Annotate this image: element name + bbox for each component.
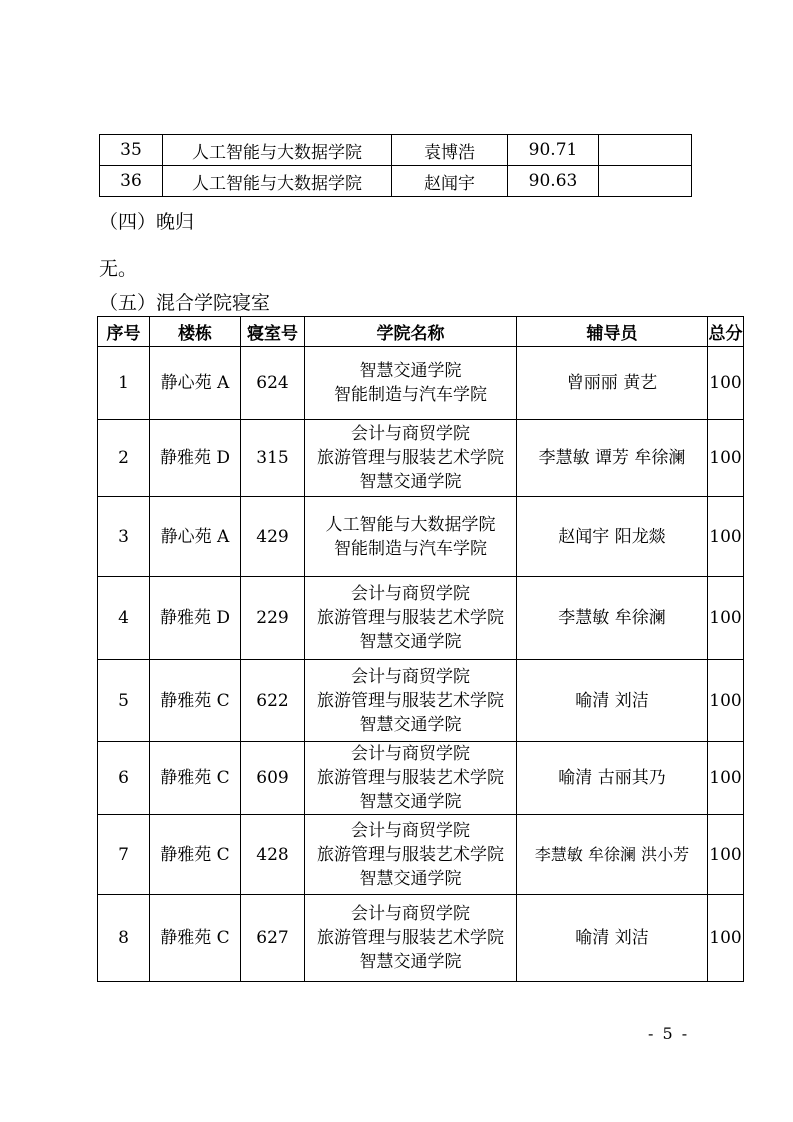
score: 100: [708, 660, 744, 742]
empty-cell: [599, 166, 692, 197]
row-number: 1: [98, 347, 150, 420]
counselor: 曾丽丽 黄艺: [517, 347, 708, 420]
college-name: 智慧交通学院: [359, 792, 462, 812]
room-number: 609: [241, 742, 305, 815]
room-number: 429: [241, 497, 305, 577]
room-number: 622: [241, 660, 305, 742]
row-number: 2: [98, 420, 150, 497]
college-name: 旅游管理与服装艺术学院: [317, 844, 504, 865]
college-names: [305, 420, 517, 497]
building: 静雅苑 C: [150, 895, 241, 982]
score-table-continued: [99, 134, 692, 197]
header-no: 序号: [98, 317, 150, 347]
section-text-none: 无。: [99, 258, 138, 280]
header-building: 楼栋: [150, 317, 241, 347]
college-name: 会计与商贸学院: [351, 744, 470, 764]
counselor: 李慧敏 牟徐澜 洪小芳: [517, 815, 708, 895]
empty-cell: [599, 135, 692, 166]
college-name: 旅游管理与服装艺术学院: [317, 448, 504, 468]
college-names: [305, 895, 517, 982]
college-name: 智能制造与汽车学院: [334, 538, 487, 559]
counselor: 李慧敏 谭芳 牟徐澜: [517, 420, 708, 497]
college-name: 智慧交通学院: [359, 472, 462, 492]
row-number: 4: [98, 577, 150, 660]
college-name: 旅游管理与服装艺术学院: [317, 768, 504, 788]
score: 100: [708, 742, 744, 815]
room-number: 428: [241, 815, 305, 895]
table-row: [98, 742, 744, 815]
counselor: 赵闻宇 阳龙燚: [517, 497, 708, 577]
score: 100: [708, 347, 744, 420]
room-number: 315: [241, 420, 305, 497]
building: 静雅苑 D: [150, 420, 241, 497]
row-number: 35: [100, 135, 163, 166]
table-row: [98, 660, 744, 742]
table-row: [98, 347, 744, 420]
college-names: [305, 815, 517, 895]
score: 100: [708, 497, 744, 577]
building: 静雅苑 D: [150, 577, 241, 660]
table-row: [98, 815, 744, 895]
college-names: [305, 660, 517, 742]
college-name: 智慧交通学院: [359, 868, 462, 889]
college-name: 智慧交通学院: [359, 714, 462, 735]
header-room: 寝室号: [241, 317, 305, 347]
score: 90.63: [508, 166, 599, 197]
table-row: [98, 577, 744, 660]
header-college: 学院名称: [305, 317, 517, 347]
college-name: 会计与商贸学院: [351, 666, 470, 687]
college-names: [305, 577, 517, 660]
row-number: 36: [100, 166, 163, 197]
section-heading-mixed-dorms: （五）混合学院寝室: [99, 292, 271, 314]
counselor: 喻清 古丽其乃: [517, 742, 708, 815]
table-row: [100, 135, 692, 166]
score: 100: [708, 420, 744, 497]
table-row: [98, 420, 744, 497]
student-name: 袁博浩: [392, 135, 508, 166]
room-number: 229: [241, 577, 305, 660]
score: 100: [708, 577, 744, 660]
header-score: 总分: [708, 317, 744, 347]
college-names: [305, 742, 517, 815]
college-name: 会计与商贸学院: [351, 584, 470, 604]
row-number: 6: [98, 742, 150, 815]
section-heading-late-return: （四）晚归: [99, 211, 195, 233]
table-header-row: [98, 317, 744, 347]
college-name: 旅游管理与服装艺术学院: [317, 928, 504, 948]
building: 静心苑 A: [150, 497, 241, 577]
college-name: 人工智能与大数据学院: [163, 166, 392, 197]
table-row: [98, 895, 744, 982]
score: 100: [708, 895, 744, 982]
table-row: [100, 166, 692, 197]
college-name: 人工智能与大数据学院: [163, 135, 392, 166]
college-name: 旅游管理与服装艺术学院: [317, 608, 504, 628]
building: 静雅苑 C: [150, 660, 241, 742]
college-name: 人工智能与大数据学院: [325, 514, 496, 535]
college-name: 会计与商贸学院: [351, 424, 470, 444]
counselor: 喻清 刘洁: [517, 660, 708, 742]
building: 静雅苑 C: [150, 742, 241, 815]
row-number: 7: [98, 815, 150, 895]
counselor: 李慧敏 牟徐澜: [517, 577, 708, 660]
row-number: 8: [98, 895, 150, 982]
header-counselor: 辅导员: [517, 317, 708, 347]
room-number: 627: [241, 895, 305, 982]
mixed-dorm-table: [97, 316, 744, 982]
page-number: - 5 -: [648, 1024, 690, 1043]
row-number: 3: [98, 497, 150, 577]
college-name: 智慧交通学院: [359, 952, 462, 972]
building: 静雅苑 C: [150, 815, 241, 895]
college-names: [305, 347, 517, 420]
student-name: 赵闻宇: [392, 166, 508, 197]
college-name: 智慧交通学院: [359, 632, 462, 652]
table-row: [98, 497, 744, 577]
college-name: 旅游管理与服装艺术学院: [317, 690, 504, 711]
college-name: 会计与商贸学院: [351, 904, 470, 924]
college-name: 会计与商贸学院: [351, 820, 470, 841]
score: 100: [708, 815, 744, 895]
room-number: 624: [241, 347, 305, 420]
college-name: 智能制造与汽车学院: [334, 385, 487, 405]
building: 静心苑 A: [150, 347, 241, 420]
row-number: 5: [98, 660, 150, 742]
score: 90.71: [508, 135, 599, 166]
college-name: 智慧交通学院: [359, 361, 462, 381]
college-names: [305, 497, 517, 577]
counselor: 喻清 刘洁: [517, 895, 708, 982]
